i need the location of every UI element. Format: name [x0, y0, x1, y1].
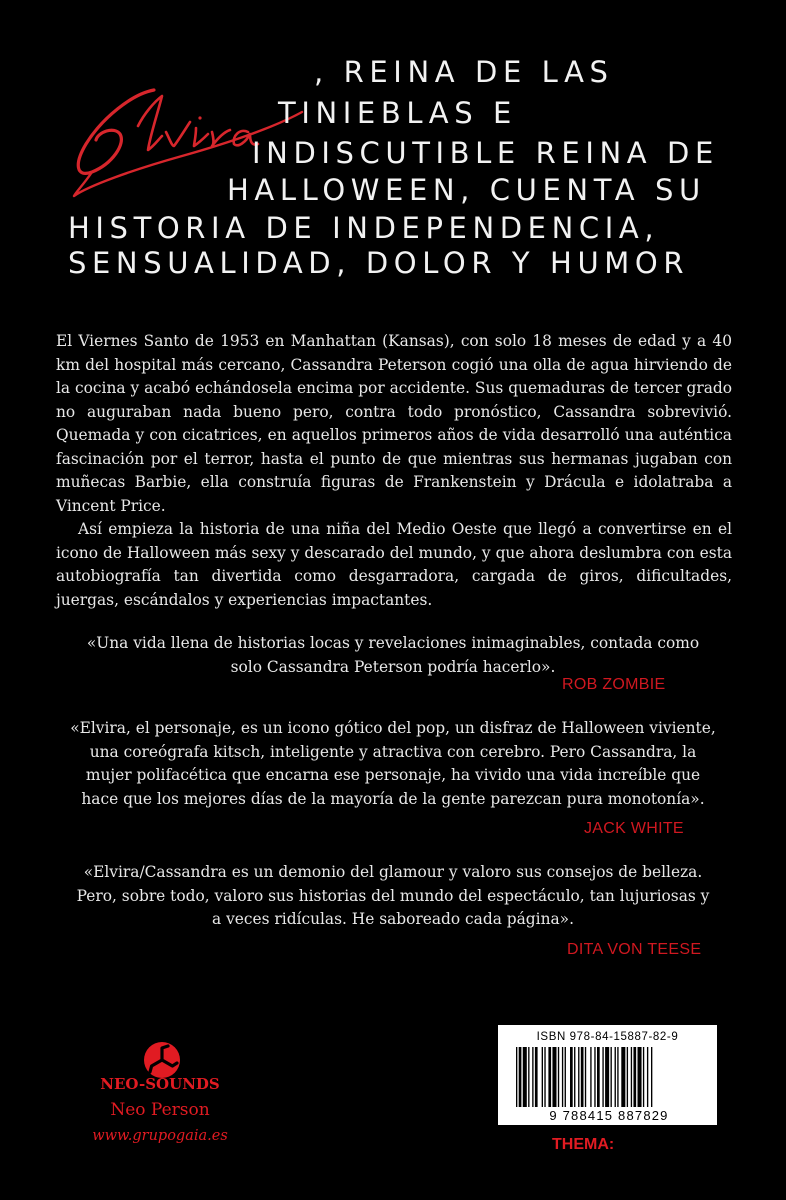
barcode-bar [633, 1047, 636, 1107]
barcode-bar [523, 1047, 527, 1107]
isbn-barcode [498, 1025, 717, 1125]
quote-author-rob-zombie: ROB ZOMBIE [562, 676, 666, 693]
isbn-label: ISBN 978-84-15887-82-9 [536, 1031, 679, 1043]
headline-line: , REINA DE LAS [314, 55, 614, 89]
barcode-bar [631, 1047, 632, 1107]
quote-dita-von-teese: «Elvira/Cassandra es un demonio del glamour y valoro sus consejos de belleza. Pero, sobre todo, valoro sus historias del mundo del espectáculo, tan lujuriosas y a veces ridículas. He saboreado cada página». [76, 863, 710, 928]
synopsis-paragraph: Así empieza la historia de una niña del Medio Oeste que llegó a convertirse en el icono de Halloween más sexy y descarado del mundo, y que ahora deslumbra con esta autobiografía tan divertida como desgarradora, cargada de giros, dificultades, juergas, escándalos y experiencias impactantes. [56, 520, 732, 609]
barcode-bar [578, 1047, 579, 1107]
headline-line: HALLOWEEN, CUENTA SU [227, 173, 706, 207]
barcode-bar [594, 1047, 595, 1107]
barcode-bar [519, 1047, 522, 1107]
barcode-bar [615, 1047, 616, 1107]
headline [0, 52, 786, 282]
barcode-bar [570, 1047, 573, 1107]
barcode-bar [532, 1047, 533, 1107]
quote-jack-white: «Elvira, el personaje, es un icono gótico del pop, un disfraz de Halloween viviente, una coreógrafa kitsch, inteligente y atractiva con cerebro. Pero Cassandra, la mujer polifacética que encarna ese personaje, ha vivido una vida increíble que hace que los mejores días de la mayoría de la gente parezcan pura monotonía». [70, 719, 716, 808]
barcode-bar [565, 1047, 566, 1107]
synopsis [56, 330, 732, 612]
publisher-imprint: Neo Person [110, 1100, 210, 1120]
barcode-bar [597, 1047, 600, 1107]
barcode-bar [544, 1047, 545, 1107]
barcode-bar [643, 1047, 644, 1107]
thema-label: THEMA: [552, 1136, 615, 1153]
quote-rob-zombie: «Una vida llena de historias locas y revelaciones inimaginables, contada como solo Cassandra Peterson podría hacerlo». [86, 634, 700, 676]
barcode-bar [621, 1047, 625, 1107]
publisher-website[interactable]: www.grupogaia.es [92, 1128, 228, 1144]
barcode-bar [627, 1047, 628, 1107]
barcode-bar [528, 1047, 529, 1107]
barcode-digits: 9 788415 887829 [549, 1108, 669, 1123]
barcode-bar [558, 1047, 559, 1107]
barcode-bar [651, 1047, 652, 1107]
synopsis-paragraph: El Viernes Santo de 1953 en Manhattan (Kansas), con solo 18 meses de edad y a 40 km del hospital más cercano, Cassandra Peterson cogió una olla de agua hirviendo de la cocina y acabó echándosela encima por accidente. Sus quemaduras de tercer grado no auguraban nada bueno pero, contra todo pronóstico, Cassandra sobrevivió. Quemada y con cicatrices, en aquellos primeros años de vida desarrolló una auténtica fascinación por el terror, hasta el punto de que mientras sus hermanas jugaban con muñecas Barbie, ella construía figuras de Frankenstein y Drácula e idolatraba a Vincent Price. [56, 332, 732, 515]
barcode-bar [516, 1047, 517, 1107]
barcode-bar [590, 1047, 591, 1107]
headline-line: SENSUALIDAD, DOLOR Y HUMOR [68, 246, 690, 280]
barcode-bar [581, 1047, 584, 1107]
barcode-bar [585, 1047, 586, 1107]
headline-line: INDISCUTIBLE REINA DE [252, 136, 719, 170]
barcode-bar [647, 1047, 648, 1107]
barcode-bar [617, 1047, 618, 1107]
quote-author-dita-von-teese: DITA VON TEESE [567, 941, 702, 958]
headline-line: HISTORIA DE INDEPENDENCIA, [68, 211, 660, 245]
barcode-bar [548, 1047, 551, 1107]
barcode-bar [605, 1047, 609, 1107]
barcode-bar [542, 1047, 543, 1107]
barcode-bar [611, 1047, 612, 1107]
publisher-brand: NEO-SOUNDS [100, 1075, 220, 1093]
barcode-bar [574, 1047, 575, 1107]
headline-line: TINIEBLAS E [278, 96, 517, 130]
barcode-bar [602, 1047, 603, 1107]
barcode-bar [638, 1047, 642, 1107]
barcode-bar [562, 1047, 563, 1107]
quote-author-jack-white: JACK WHITE [584, 820, 684, 837]
barcode-bar [552, 1047, 556, 1107]
barcode-bar [535, 1047, 538, 1107]
